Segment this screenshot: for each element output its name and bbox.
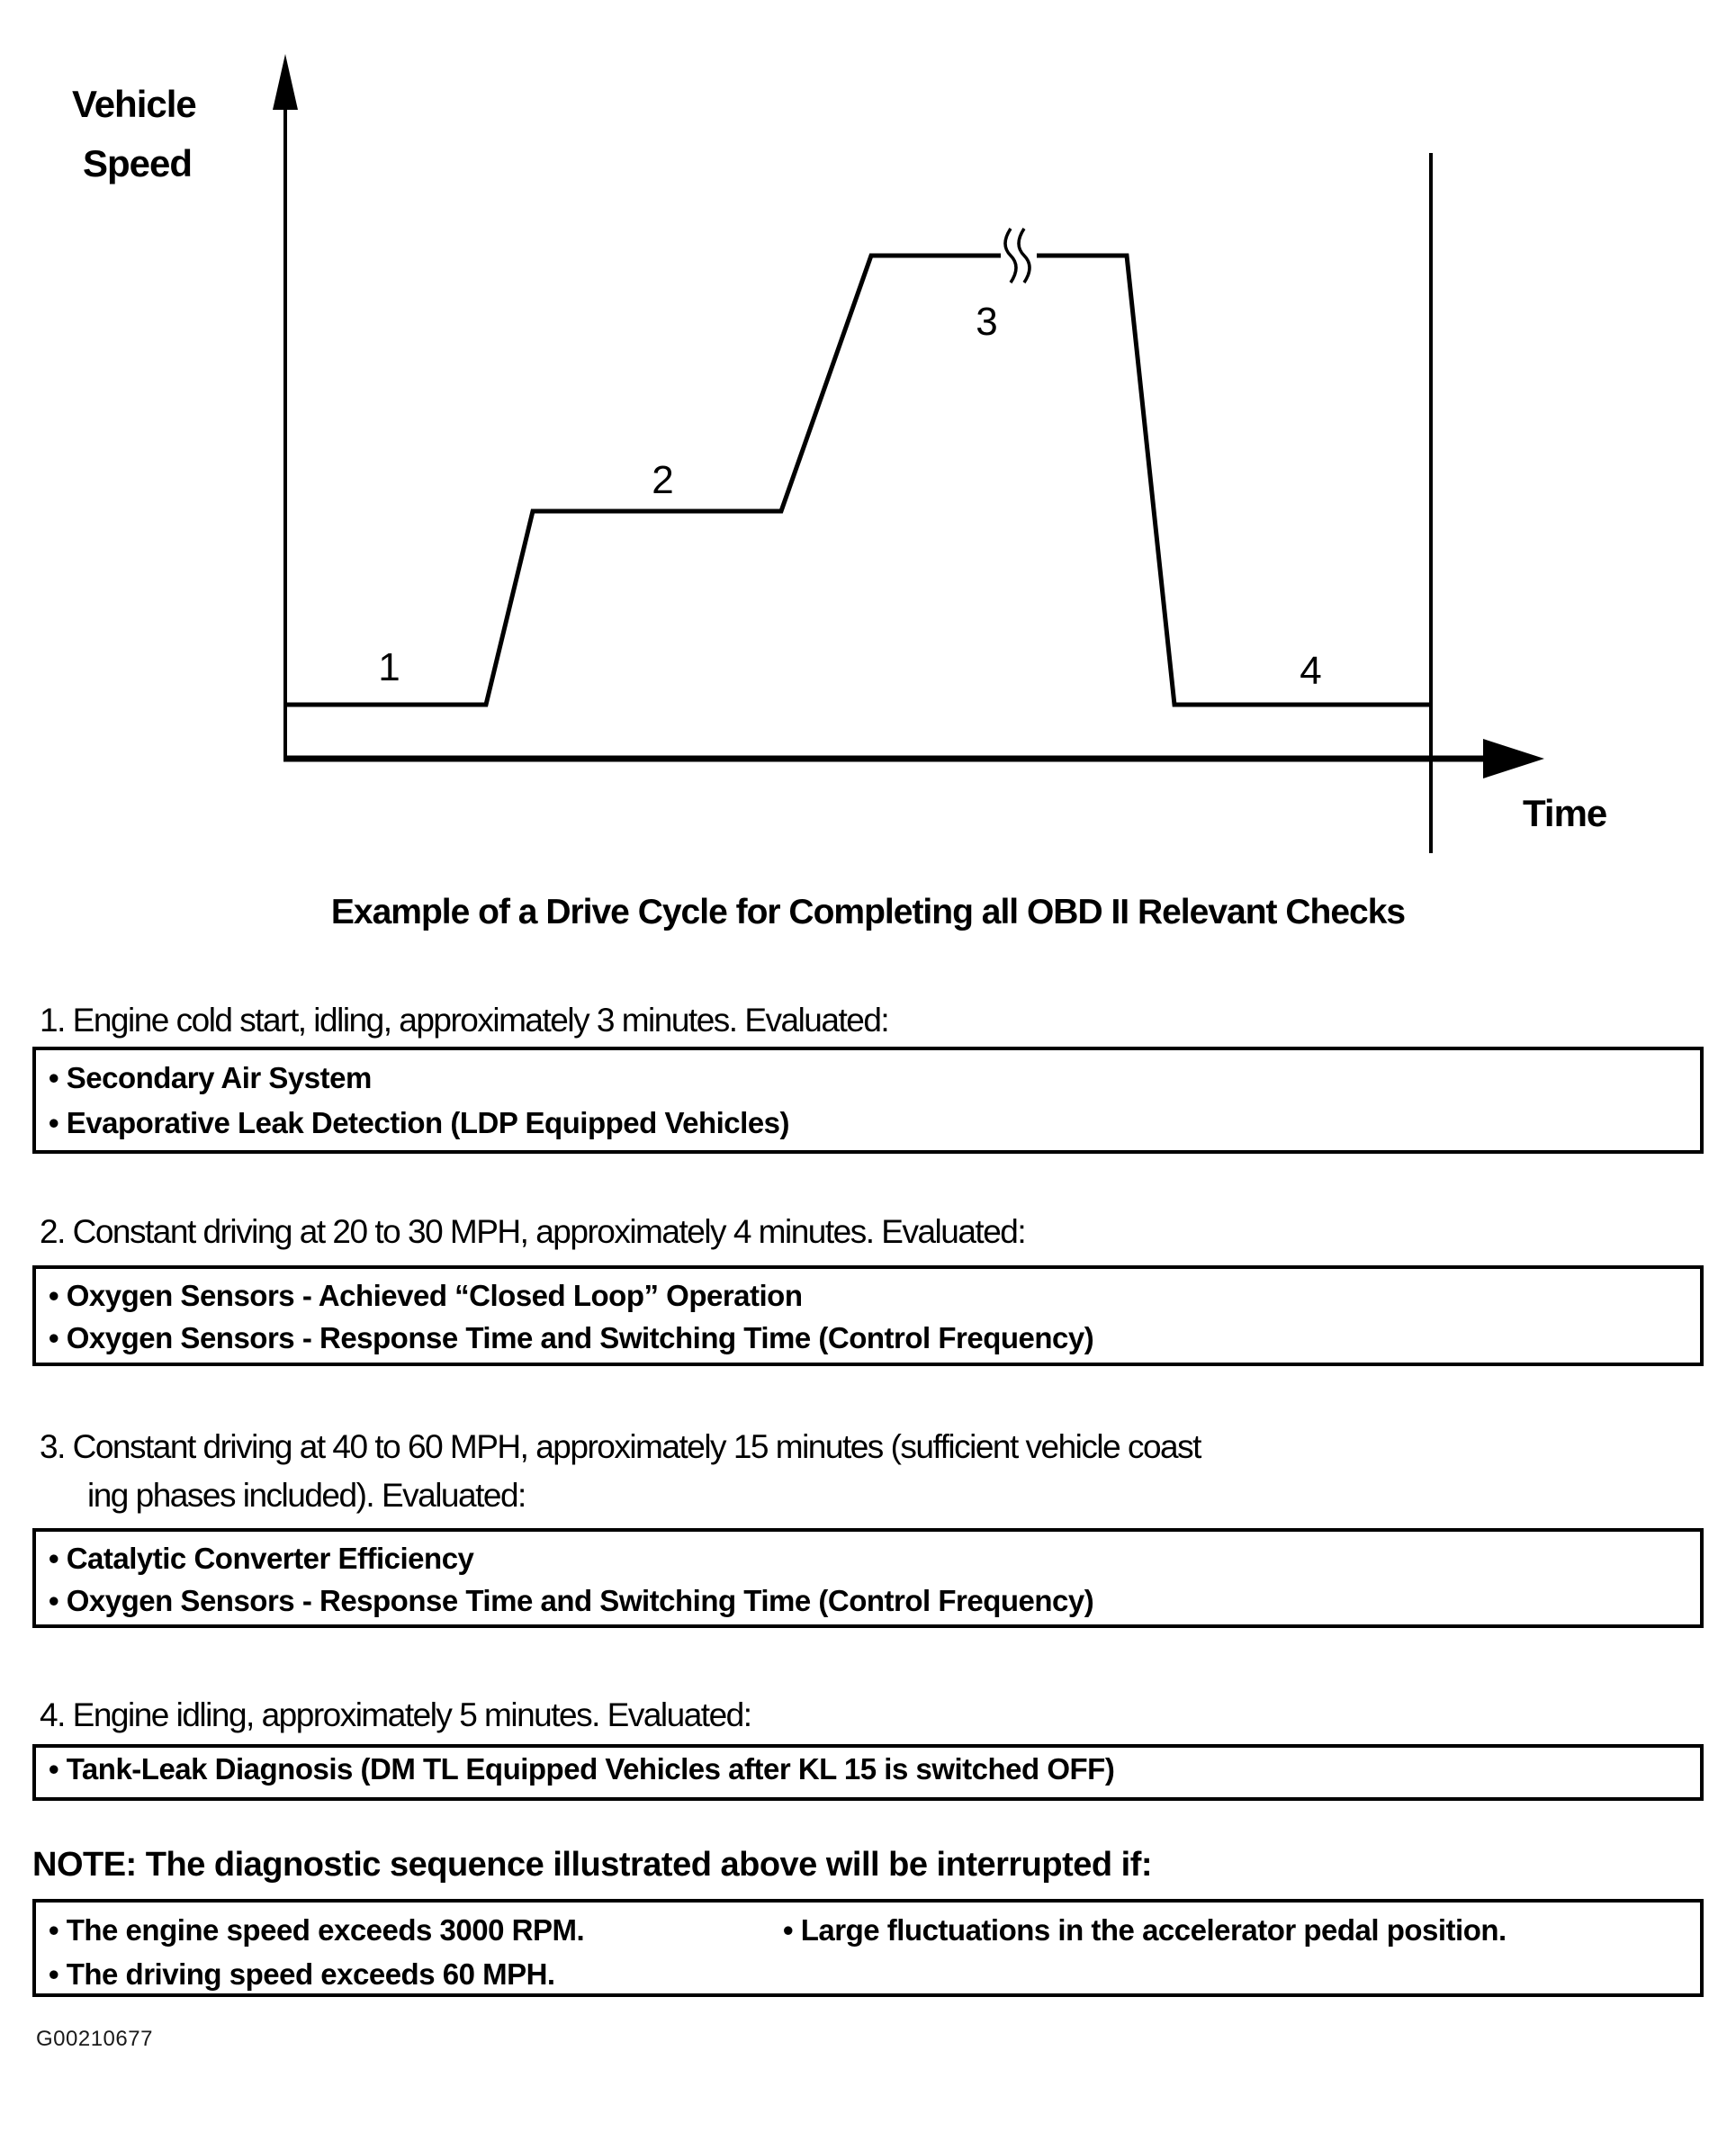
figure-code: G00210677 (36, 2027, 153, 2051)
section-3-box (32, 1528, 1704, 1628)
section-4-box (32, 1744, 1704, 1801)
bullet-item: • Oxygen Sensors - Response Time and Switching Time (Control Frequency) (49, 1321, 1094, 1354)
phase-label-4: 4 (1300, 649, 1321, 693)
x-axis-arrowhead-icon (1483, 739, 1544, 778)
speed-profile-line (285, 256, 1431, 705)
section-3-heading-line1: 3. Constant driving at 40 to 60 MPH, approximately 15 minutes (sufficient vehicle coast (40, 1428, 1201, 1465)
phase-label-1: 1 (378, 645, 400, 689)
bullet-item: • Tank-Leak Diagnosis (DM TL Equipped Vehicles after KL 15 is switched OFF) (49, 1752, 1115, 1786)
section-2-heading: 2. Constant driving at 20 to 30 MPH, approximately 4 minutes. Evaluated: (40, 1213, 1026, 1250)
figure-caption: Example of a Drive Cycle for Completing all OBD II Relevant Checks (330, 893, 1406, 931)
bullet-item: • The driving speed exceeds 60 MPH. (49, 1957, 555, 1991)
bullet-item: • Oxygen Sensors - Achieved “Closed Loop” Operation (49, 1279, 803, 1312)
phase-label-3: 3 (976, 300, 997, 344)
bullet-item: • Evaporative Leak Detection (LDP Equipped Vehicles) (49, 1106, 790, 1139)
y-axis-arrowhead-icon (273, 54, 298, 110)
bullet-item: • The engine speed exceeds 3000 RPM. (49, 1913, 585, 1947)
section-2-box (32, 1265, 1704, 1366)
bullet-item: • Secondary Air System (49, 1061, 372, 1094)
phase-label-2: 2 (652, 458, 673, 502)
section-4-heading: 4. Engine idling, approximately 5 minutes. Evaluated: (40, 1696, 751, 1733)
section-3-heading-line2: ing phases included). Evaluated: (87, 1477, 526, 1514)
section-1-box (32, 1047, 1704, 1154)
y-axis-title-line1: Vehicle (72, 83, 196, 125)
y-axis-title-line2: Speed (83, 142, 193, 184)
bullet-item: • Oxygen Sensors - Response Time and Switching Time (Control Frequency) (49, 1584, 1094, 1617)
bullet-item: • Large fluctuations in the accelerator pedal position. (783, 1913, 1507, 1947)
bullet-item: • Catalytic Converter Efficiency (49, 1542, 474, 1575)
drive-cycle-chart (0, 0, 1736, 868)
note-column-left (49, 1908, 584, 1996)
note-box (32, 1899, 1704, 1997)
note-heading: NOTE: The diagnostic sequence illustrated above will be interrupted if: (32, 1846, 1153, 1884)
x-axis-title: Time (1523, 792, 1607, 834)
section-1-heading: 1. Engine cold start, idling, approximately 3 minutes. Evaluated: (40, 1002, 889, 1039)
note-column-right (783, 1908, 1507, 1952)
